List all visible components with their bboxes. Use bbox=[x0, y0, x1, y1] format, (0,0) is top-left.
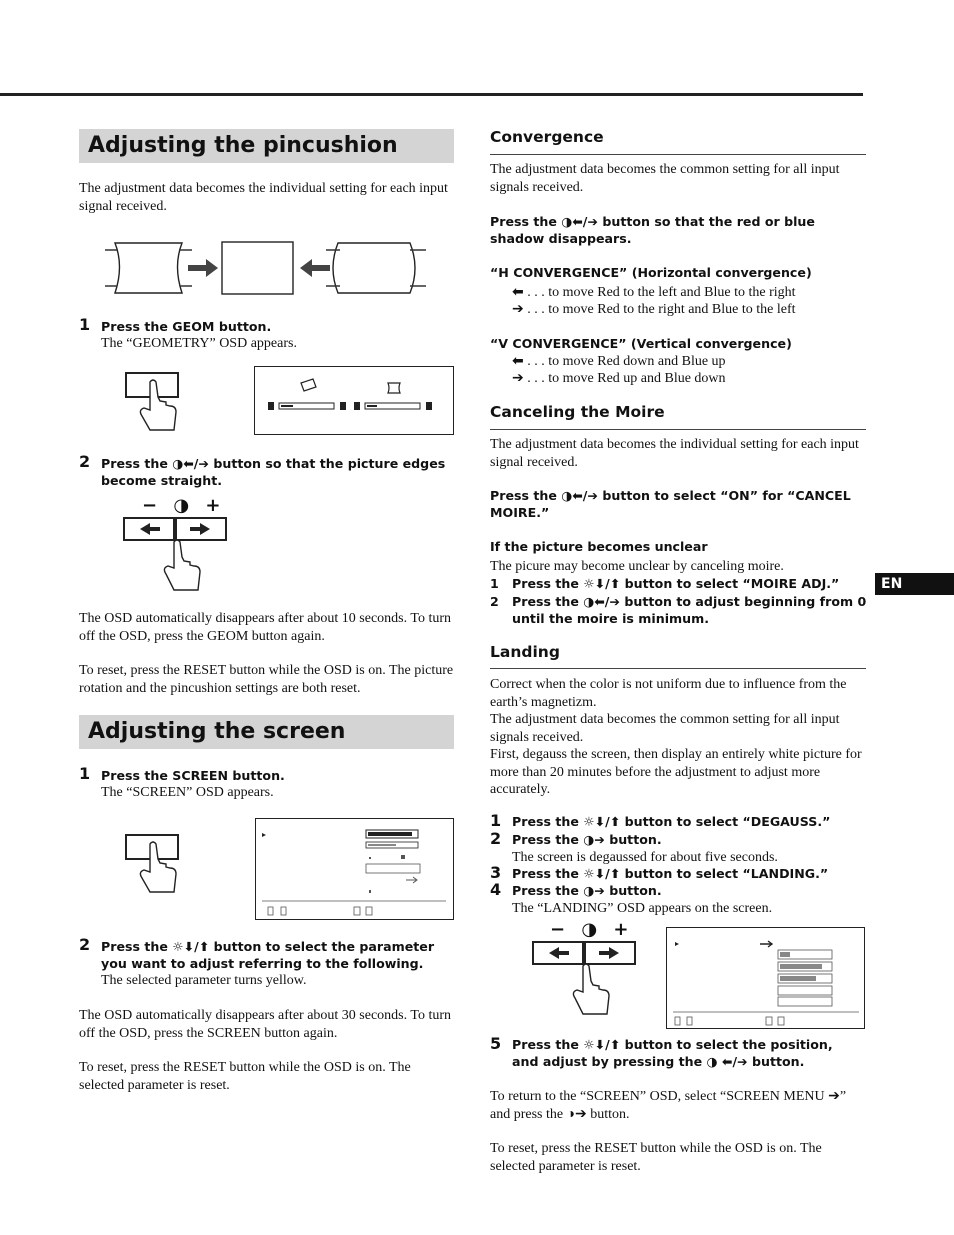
rotation-level-bar bbox=[281, 405, 293, 407]
pincushion-intro: The adjustment data becomes the individual setting for each input signal received. bbox=[79, 181, 448, 214]
landing-return-text: To return to the “SCREEN” OSD, select “SCREEN MENU ➔” and press the ◑➔ button. bbox=[490, 1089, 847, 1122]
screen-step1-note: The “SCREEN” OSD appears. bbox=[101, 785, 274, 800]
landing-step4: Press the ◑➔ button. bbox=[512, 883, 662, 898]
moire-instruction: Press the ◑⬅/➔ button to select “ON” for “CANCEL MOIRE.” bbox=[490, 488, 851, 520]
landing-step2: Press the ◑➔ button. bbox=[512, 832, 662, 847]
landing-step5: Press the ☼⬇/⬆ button to select the position, and adjust by pressing the ◑ ⬅/➔ button. bbox=[512, 1037, 833, 1069]
landing-reset-text: To reset, press the RESET button while the OSD is on. The selected parameter is reset. bbox=[490, 1141, 822, 1174]
right-arrow-icon: ➔ bbox=[512, 370, 524, 386]
arrow-left-icon bbox=[300, 259, 330, 277]
convergence-rule bbox=[490, 154, 866, 155]
h-convergence-right: ➔ . . . to move Red to the right and Blue to the left bbox=[512, 301, 796, 317]
geometry-osd bbox=[254, 366, 454, 435]
landing-intro: Correct when the color is not uniform due to influence from the earth’s magnetizm. bbox=[490, 677, 847, 710]
contrast-icon: ◑ bbox=[581, 919, 598, 940]
rotation-icon bbox=[301, 379, 316, 391]
screen-osd bbox=[255, 818, 454, 920]
left-arrow-icon: ⬅ bbox=[512, 284, 524, 300]
pincushion-level-bar bbox=[367, 405, 377, 407]
step-number: 2 bbox=[79, 452, 91, 471]
convergence-intro: The adjustment data becomes the common setting for all input signals received. bbox=[490, 162, 840, 195]
normal-screen-shape bbox=[222, 242, 293, 294]
plus-symbol: + bbox=[205, 495, 221, 516]
moire-unclear-text: The picure may become unclear by canceling moire. bbox=[490, 559, 784, 574]
moire-rule bbox=[490, 429, 866, 430]
pincushion-screen-shape bbox=[326, 243, 426, 293]
language-tab: EN bbox=[875, 573, 954, 595]
hand-icon bbox=[573, 964, 609, 1014]
h-convergence-left: ⬅ . . . to move Red to the left and Blue to the right bbox=[512, 284, 796, 300]
plus-symbol: + bbox=[613, 919, 629, 940]
step-number: 1 bbox=[79, 315, 91, 334]
v-convergence-title: “V CONVERGENCE” (Vertical convergence) bbox=[490, 336, 792, 351]
control-symbols bbox=[142, 495, 220, 516]
left-arrow-icon: ⬅ bbox=[512, 353, 524, 369]
convergence-instruction: Press the ◑⬅/➔ button so that the red or blue shadow disappears. bbox=[490, 214, 815, 246]
contrast-icon: ◑ bbox=[173, 495, 190, 516]
osd-level-bar bbox=[780, 952, 790, 957]
hand-icon bbox=[164, 540, 200, 590]
pincushion-diagram bbox=[100, 238, 435, 300]
pincushion-icon bbox=[388, 383, 400, 393]
step-number: 3 bbox=[490, 863, 502, 882]
screen-title: Adjusting the screen bbox=[79, 715, 454, 749]
screen-button-illustration bbox=[120, 832, 190, 898]
v-convergence-right: ➔ . . . to move Red up and Blue down bbox=[512, 370, 726, 386]
landing-step4-note: The “LANDING” OSD appears on the screen. bbox=[512, 901, 773, 916]
minus-symbol: − bbox=[142, 495, 158, 516]
screen-note-reset: To reset, press the RESET button while the OSD is on. The selected parameter is reset. bbox=[79, 1060, 411, 1093]
screen-step2-label: Press the ☼⬇/⬆ button to select the parameter you want to adjust referring to the following. bbox=[101, 939, 435, 971]
moire-title: Canceling the Moire bbox=[490, 403, 665, 421]
pincushion-step1-label: Press the GEOM button. bbox=[101, 319, 272, 334]
barrel-screen-shape bbox=[105, 243, 192, 293]
convergence-title: Convergence bbox=[490, 128, 604, 146]
pincushion-note-reset: To reset, press the RESET button while the OSD is on. The picture rotation and the pincushion settings are both reset. bbox=[79, 663, 454, 696]
moire-intro: The adjustment data becomes the individual setting for each input signal received. bbox=[490, 437, 859, 470]
top-rule bbox=[0, 93, 863, 96]
step-number: 5 bbox=[490, 1034, 502, 1053]
moire-step1: Press the ☼⬇/⬆ button to select “MOIRE ADJ.” bbox=[512, 576, 840, 591]
landing-intro3: First, degauss the screen, then display an entirely white picture for more than 20 minutes before the adjustment to adjust more accurately. bbox=[490, 747, 862, 797]
right-arrow-icon: ➔ bbox=[512, 301, 524, 317]
v-convergence-left: ⬅ . . . to move Red down and Blue up bbox=[512, 353, 726, 369]
step-number: 1 bbox=[490, 811, 502, 830]
landing-intro2: The adjustment data becomes the common setting for all input signals received. bbox=[490, 712, 840, 745]
osd-level-bar bbox=[368, 844, 396, 846]
arrow-buttons-illustration bbox=[531, 940, 641, 1018]
landing-title: Landing bbox=[490, 643, 560, 661]
moire-step2: Press the ◑⬅/➔ button to adjust beginning from 0 until the moire is minimum. bbox=[512, 594, 867, 626]
minus-symbol: − bbox=[550, 919, 566, 940]
pincushion-note-osd: The OSD automatically disappears after about 10 seconds. To turn off the OSD, press the GEOM button again. bbox=[79, 611, 451, 644]
step-number: 2 bbox=[79, 935, 91, 954]
landing-osd bbox=[666, 927, 865, 1029]
osd-level-bar bbox=[780, 976, 816, 981]
moire-unclear-title: If the picture becomes unclear bbox=[490, 539, 708, 554]
arrow-buttons-illustration bbox=[122, 516, 232, 594]
step-number: 1 bbox=[490, 576, 499, 591]
pincushion-step2-label: Press the ◑⬅/➔ button so that the picture edges become straight. bbox=[101, 456, 446, 488]
landing-rule bbox=[490, 668, 866, 669]
geom-button-illustration bbox=[120, 370, 190, 436]
osd-level-bar bbox=[780, 964, 822, 969]
arrow-right-icon bbox=[188, 259, 218, 277]
osd-level-bar bbox=[368, 832, 412, 836]
landing-step2-note: The screen is degaussed for about five seconds. bbox=[512, 850, 778, 865]
step-number: 2 bbox=[490, 594, 499, 609]
landing-step1: Press the ☼⬇/⬆ button to select “DEGAUSS.” bbox=[512, 814, 831, 829]
screen-step2-note: The selected parameter turns yellow. bbox=[101, 973, 307, 988]
screen-note-osd: The OSD automatically disappears after about 30 seconds. To turn off the OSD, press the SCREEN button again. bbox=[79, 1008, 451, 1041]
control-symbols bbox=[550, 919, 628, 940]
screen-step1-label: Press the SCREEN button. bbox=[101, 768, 285, 783]
h-convergence-title: “H CONVERGENCE” (Horizontal convergence) bbox=[490, 265, 812, 280]
step-number: 4 bbox=[490, 880, 502, 899]
pincushion-step1-note: The “GEOMETRY” OSD appears. bbox=[101, 336, 297, 351]
pincushion-title: Adjusting the pincushion bbox=[79, 129, 454, 163]
step-number: 1 bbox=[79, 764, 91, 783]
landing-step3: Press the ☼⬇/⬆ button to select “LANDING.” bbox=[512, 866, 829, 881]
step-number: 2 bbox=[490, 829, 502, 848]
